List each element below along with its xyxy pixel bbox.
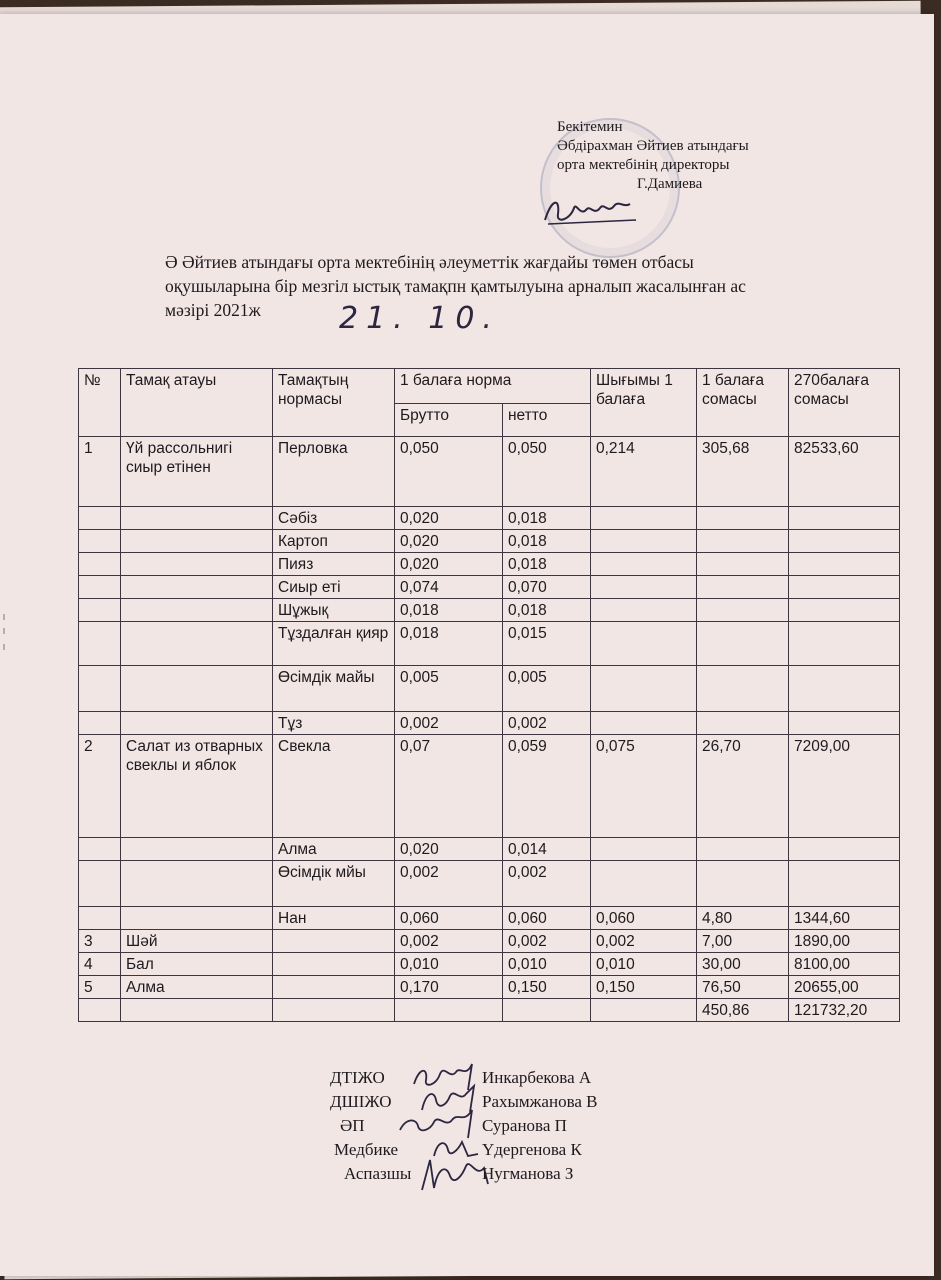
cell-yield: 0,002	[591, 930, 697, 953]
table-row	[79, 953, 900, 976]
cell-brutto: 0,002	[395, 861, 503, 907]
cell-brutto: 0,020	[395, 507, 503, 530]
cell-cost-270: 7209,00	[789, 735, 900, 838]
cell-cost-270	[789, 861, 900, 907]
cell-dish: Үй рассольнигі сиыр етінен	[121, 437, 273, 507]
cell-netto: 0,018	[503, 553, 591, 576]
cell-netto	[503, 999, 591, 1022]
cell-dish	[121, 712, 273, 735]
cell-cost-one	[697, 553, 789, 576]
handwritten-date-text: 21. 10.	[339, 301, 500, 336]
cell-cost-270	[789, 530, 900, 553]
cell-dish	[121, 666, 273, 712]
approval-block	[557, 118, 857, 194]
cell-yield	[591, 576, 697, 599]
cell-num	[79, 599, 121, 622]
table-row	[79, 599, 900, 622]
signature-name: Нугманова З	[482, 1164, 574, 1183]
cell-dish	[121, 622, 273, 666]
cell-brutto: 0,018	[395, 599, 503, 622]
signature-row	[330, 1090, 670, 1114]
cell-cost-one: 26,70	[697, 735, 789, 838]
cell-ingredient	[273, 999, 395, 1022]
approval-line: орта мектебінің директоры	[557, 157, 730, 173]
cell-cost-270: 1344,60	[789, 907, 900, 930]
cell-num: 2	[79, 735, 121, 838]
cell-num	[79, 507, 121, 530]
header-cost-one: 1 балаға сомасы	[697, 369, 789, 437]
table-row	[79, 735, 900, 838]
cell-dish	[121, 507, 273, 530]
header-norm: Тамақтың нормасы	[273, 369, 395, 437]
cell-ingredient: Тұз	[273, 712, 395, 735]
cell-brutto: 0,010	[395, 953, 503, 976]
title-line: оқушыларына бір мезгіл ыстық тамақпн қамтылуына арналып жасалынған ас	[165, 276, 746, 296]
cell-yield	[591, 666, 697, 712]
cell-brutto: 0,020	[395, 553, 503, 576]
signature-name: Инкарбекова А	[482, 1068, 592, 1087]
cell-brutto: 0,074	[395, 576, 503, 599]
cell-cost-270	[789, 599, 900, 622]
table-row	[79, 622, 900, 666]
cell-yield	[591, 712, 697, 735]
approval-line: Әбдірахман Әйтиев атындағы	[557, 138, 749, 154]
cell-brutto: 0,002	[395, 930, 503, 953]
cell-num: 5	[79, 976, 121, 999]
header-netto: нетто	[503, 404, 591, 437]
cell-dish	[121, 838, 273, 861]
cell-cost-one: 30,00	[697, 953, 789, 976]
cell-cost-one: 4,80	[697, 907, 789, 930]
cell-dish	[121, 576, 273, 599]
cell-netto: 0,018	[503, 599, 591, 622]
cell-dish	[121, 861, 273, 907]
director-signature	[540, 190, 640, 230]
handwritten-signature	[416, 1154, 492, 1194]
signature-role: ДТІЖО	[330, 1068, 385, 1087]
cell-netto: 0,060	[503, 907, 591, 930]
cell-yield	[591, 861, 697, 907]
cell-cost-one	[697, 576, 789, 599]
cell-ingredient	[273, 930, 395, 953]
header-cost-270: 270балаға сомасы	[789, 369, 900, 437]
table-row	[79, 999, 900, 1022]
cell-netto: 0,015	[503, 622, 591, 666]
cell-cost-one: 305,68	[697, 437, 789, 507]
table-row	[79, 907, 900, 930]
table-row	[79, 507, 900, 530]
cell-cost-270: 20655,00	[789, 976, 900, 999]
cell-brutto: 0,07	[395, 735, 503, 838]
cell-ingredient: Тұздалған қияр	[273, 622, 395, 666]
table-row	[79, 861, 900, 907]
signature-row	[330, 1066, 670, 1090]
table-row	[79, 930, 900, 953]
cell-yield: 0,010	[591, 953, 697, 976]
signature-role: Аспазшы	[344, 1164, 412, 1183]
cell-netto: 0,014	[503, 838, 591, 861]
cell-num: 1	[79, 437, 121, 507]
cell-num: 4	[79, 953, 121, 976]
table-row	[79, 553, 900, 576]
handwritten-date	[335, 300, 500, 336]
cell-cost-one	[697, 838, 789, 861]
cell-dish	[121, 530, 273, 553]
cell-brutto: 0,005	[395, 666, 503, 712]
cell-yield	[591, 599, 697, 622]
cell-netto: 0,050	[503, 437, 591, 507]
cell-netto: 0,070	[503, 576, 591, 599]
cell-brutto: 0,170	[395, 976, 503, 999]
cell-netto: 0,018	[503, 530, 591, 553]
table-row	[79, 530, 900, 553]
document-title	[165, 250, 885, 322]
title-line: мәзірі 2021ж	[165, 300, 261, 320]
cell-yield: 0,075	[591, 735, 697, 838]
cell-cost-270: 8100,00	[789, 953, 900, 976]
header-num: №	[79, 369, 121, 437]
cell-yield	[591, 838, 697, 861]
cell-ingredient: Перловка	[273, 437, 395, 507]
cell-cost-one: 76,50	[697, 976, 789, 999]
table-row	[79, 576, 900, 599]
cell-num	[79, 712, 121, 735]
cell-cost-270	[789, 553, 900, 576]
cell-brutto: 0,060	[395, 907, 503, 930]
cell-yield	[591, 553, 697, 576]
signature-name: Рахымжанова В	[482, 1092, 598, 1111]
cell-num	[79, 553, 121, 576]
cell-cost-one	[697, 530, 789, 553]
cell-brutto: 0,050	[395, 437, 503, 507]
cell-ingredient: Сәбіз	[273, 507, 395, 530]
approval-line: Бекітемин	[557, 119, 623, 135]
signature-role: ДШІЖО	[330, 1092, 392, 1111]
cell-cost-270: 1890,00	[789, 930, 900, 953]
cell-yield	[591, 622, 697, 666]
cell-netto: 0,002	[503, 930, 591, 953]
cell-cost-one	[697, 622, 789, 666]
approval-signer: Г.Дамиева	[637, 176, 703, 192]
cell-ingredient: Нан	[273, 907, 395, 930]
cell-brutto: 0,020	[395, 530, 503, 553]
cell-brutto: 0,002	[395, 712, 503, 735]
signature-row	[330, 1114, 670, 1138]
cell-yield	[591, 999, 697, 1022]
cell-ingredient: Картоп	[273, 530, 395, 553]
signature-name: Үдергенова К	[482, 1140, 582, 1159]
cell-cost-one: 7,00	[697, 930, 789, 953]
header-brutto: Брутто	[395, 404, 503, 437]
cell-cost-one	[697, 712, 789, 735]
cell-cost-270	[789, 712, 900, 735]
cell-yield: 0,060	[591, 907, 697, 930]
cell-netto: 0,059	[503, 735, 591, 838]
cell-cost-one	[697, 599, 789, 622]
cell-yield: 0,150	[591, 976, 697, 999]
cell-num	[79, 838, 121, 861]
cell-cost-270	[789, 576, 900, 599]
cell-brutto	[395, 999, 503, 1022]
signature-role: ӘП	[340, 1116, 365, 1135]
cell-ingredient	[273, 976, 395, 999]
title-line: Ә Әйтиев атындағы орта мектебінің әлеуметтік жағдайы төмен отбасы	[165, 252, 694, 272]
header-yield: Шығымы 1 балаға	[591, 369, 697, 437]
cell-cost-270	[789, 666, 900, 712]
menu-table	[78, 368, 900, 1022]
cell-cost-one	[697, 507, 789, 530]
cell-dish	[121, 599, 273, 622]
cell-netto: 0,018	[503, 507, 591, 530]
cell-netto: 0,150	[503, 976, 591, 999]
signature-role: Медбике	[334, 1140, 398, 1159]
cell-ingredient: Пияз	[273, 553, 395, 576]
cell-yield	[591, 530, 697, 553]
cell-brutto: 0,020	[395, 838, 503, 861]
cell-ingredient: Өсімдік мйы	[273, 861, 395, 907]
cell-ingredient: Өсімдік майы	[273, 666, 395, 712]
cell-num	[79, 907, 121, 930]
signatures-block	[330, 1066, 670, 1186]
header-per-child: 1 балаға норма	[395, 369, 591, 404]
cell-num	[79, 666, 121, 712]
table-row	[79, 976, 900, 999]
cell-dish: Шәй	[121, 930, 273, 953]
cell-num	[79, 999, 121, 1022]
cell-cost-270	[789, 838, 900, 861]
cell-cost-270: 82533,60	[789, 437, 900, 507]
cell-num	[79, 861, 121, 907]
menu-table-body	[79, 437, 900, 1022]
cell-cost-270	[789, 622, 900, 666]
signature-row	[330, 1162, 670, 1186]
cell-dish: Салат из отварных свеклы и яблок	[121, 735, 273, 838]
cell-cost-270	[789, 507, 900, 530]
table-row	[79, 712, 900, 735]
table-row	[79, 838, 900, 861]
cell-ingredient: Сиыр еті	[273, 576, 395, 599]
cell-ingredient: Алма	[273, 838, 395, 861]
header-dish: Тамақ атауы	[121, 369, 273, 437]
cell-netto: 0,002	[503, 712, 591, 735]
cell-dish	[121, 999, 273, 1022]
cell-cost-one: 450,86	[697, 999, 789, 1022]
cell-num	[79, 530, 121, 553]
table-row	[79, 437, 900, 507]
cell-netto: 0,002	[503, 861, 591, 907]
cell-cost-one	[697, 666, 789, 712]
edge-marks	[0, 614, 8, 674]
signature-row	[330, 1138, 670, 1162]
cell-yield: 0,214	[591, 437, 697, 507]
cell-cost-270: 121732,20	[789, 999, 900, 1022]
cell-ingredient: Свекла	[273, 735, 395, 838]
cell-num	[79, 576, 121, 599]
cell-ingredient: Шұжық	[273, 599, 395, 622]
table-row	[79, 666, 900, 712]
cell-dish: Алма	[121, 976, 273, 999]
cell-num: 3	[79, 930, 121, 953]
cell-netto: 0,005	[503, 666, 591, 712]
cell-dish: Бал	[121, 953, 273, 976]
cell-brutto: 0,018	[395, 622, 503, 666]
cell-dish	[121, 907, 273, 930]
cell-ingredient	[273, 953, 395, 976]
cell-yield	[591, 507, 697, 530]
signature-name: Суранова П	[482, 1116, 567, 1135]
cell-cost-one	[697, 861, 789, 907]
cell-num	[79, 622, 121, 666]
cell-netto: 0,010	[503, 953, 591, 976]
cell-dish	[121, 553, 273, 576]
